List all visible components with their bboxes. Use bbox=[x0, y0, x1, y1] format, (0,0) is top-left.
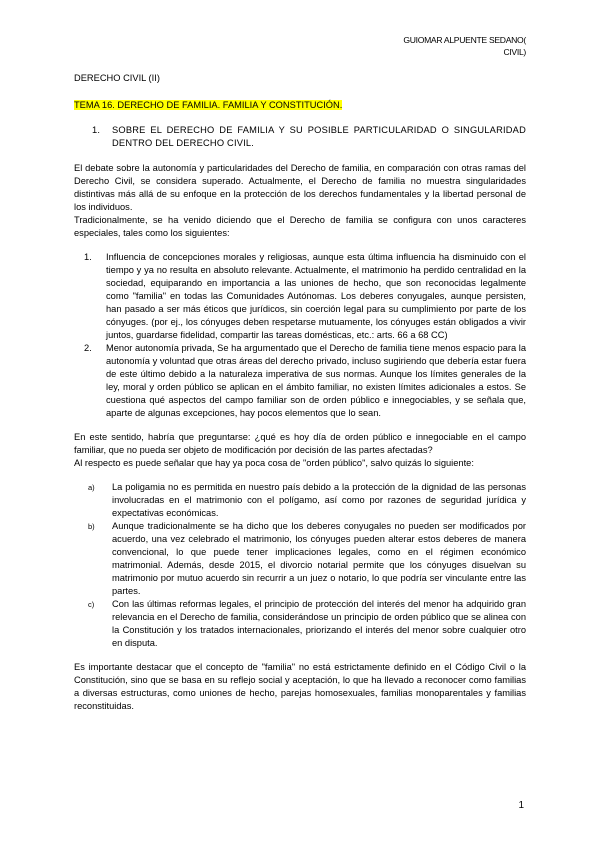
list-item-text: La poligamia no es permitida en nuestro país debido a la protección de la dignidad de las personas involucradas en el matrimonio con el polígamo, así como por razones de seguridad jurídica y expectativas económicas. bbox=[112, 482, 526, 518]
section-number: 1. bbox=[92, 125, 101, 135]
tema-heading bbox=[74, 99, 526, 112]
author-line-2: CIVIL) bbox=[503, 47, 526, 57]
intro-paragraph-1: El debate sobre la autonomía y particularidades del Derecho de familia, en comparación con otras ramas del Derecho Civil, se considera superado. Actualmente, el Derecho de familia no muestra singularidades distintivas más allá de su enfoque en la protección de los derechos fundamentales y la libertad personal de los individuos. bbox=[74, 163, 526, 212]
exceptions-list bbox=[74, 481, 526, 650]
list-item-text: Aunque tradicionalmente se ha dicho que los deberes conyugales no pueden ser modificados por acuerdo, una vez celebrado el matrimonio, los cónyuges pueden alterar estos deberes de manera convencional, lo que puede tener implicaciones legales, como en el régimen económico matrimonial. Además, desde 2015, el divorcio notarial permite que los cónyuges disuelvan su matrimonio por mutuo acuerdo sin recurrir a un juez o notario, lo que podría ser vinculante entre las partes. bbox=[112, 521, 526, 596]
author-line-1: GUIOMAR ALPUENTE SEDANO( bbox=[403, 35, 526, 45]
tema-heading-highlight: TEMA 16. DERECHO DE FAMILIA. FAMILIA Y CONSTITUCIÓN. bbox=[74, 100, 343, 110]
list-item-text: Influencia de concepciones morales y religiosas, aunque esta última influencia ha disminuido con el tiempo y ya no resulta en absoluto relevante. Actualmente, el matrimonio ha perdido centralidad en la sociedad, equiparando en importancia a las uniones de hecho, que son reconocidas legalmente como "familia" en todas las Comunidades Autónomas. Los deberes conyugales, aunque persisten, han pasado a ser más éticos que jurídicos, sin coerción legal para su cumplimiento por parte de los cónyuges. (por ej., los cónyuges deben respetarse mutuamente, los cónyuges están obligados a vivir juntos, guardarse fidelidad, compartir las tareas domésticas, etc.: arts. 66 a 68 CC) bbox=[106, 252, 526, 340]
question-answer-intro: Al respecto es puede señalar que hay ya poca cosa de "orden público", salvo quizás lo siguiente: bbox=[74, 458, 474, 468]
closing-paragraph: Es importante destacar que el concepto de "familia" no está estrictamente definido en el Código Civil o la Constitución, sino que se basa en su reflejo social y aceptación, lo que ha llevado a reconocer como familias a diversas estructuras, como uniones de hecho, parejas homosexuales, familias monoparentales y familias reconstituidas. bbox=[74, 662, 526, 711]
list-marker: a) bbox=[88, 483, 95, 492]
characteristics-list bbox=[74, 251, 526, 420]
subject-title: DERECHO CIVIL (II) bbox=[74, 73, 160, 83]
list-item bbox=[74, 251, 526, 342]
list-marker: 2. bbox=[84, 343, 92, 353]
list-item bbox=[74, 481, 526, 520]
intro-paragraph-2: Tradicionalmente, se ha venido diciendo que el Derecho de familia se configura con unos caracteres especiales, tales como los siguientes: bbox=[74, 215, 526, 238]
list-item-text: Con las últimas reformas legales, el principio de protección del interés del menor ha adquirido gran relevancia en el Derecho de familia, considerándose un principio de orden público que se alinea con la Constitución y los tratados internacionales, priorizando el interés del menor sobre cualquier otro en disputa. bbox=[112, 599, 526, 648]
question-paragraph: En este sentido, habría que preguntarse: ¿qué es hoy día de orden público e innegociable en el campo familiar, que no pueda ser objeto de modificación por decisión de las partes afectadas? bbox=[74, 432, 526, 455]
page-header bbox=[366, 34, 526, 58]
page-number: 1 bbox=[518, 800, 524, 811]
document-body bbox=[74, 72, 526, 713]
list-marker: c) bbox=[88, 600, 95, 609]
list-item bbox=[74, 520, 526, 598]
list-item bbox=[74, 342, 526, 420]
section-heading bbox=[74, 124, 526, 150]
list-marker: b) bbox=[88, 522, 95, 531]
list-marker: 1. bbox=[84, 252, 92, 262]
section-title-text: SOBRE EL DERECHO DE FAMILIA Y SU POSIBLE PARTICULARIDAD O SINGULARIDAD DENTRO DEL DERECHO CIVIL. bbox=[112, 125, 526, 148]
list-item bbox=[74, 598, 526, 650]
list-item-text: Menor autonomía privada, Se ha argumentado que el Derecho de familia tiene menos espacio para la autonomía y voluntad que otras áreas del derecho privado, incluso sugiriendo que debería estar fuera de este último debido a la naturaleza imperativa de sus normas. Aunque los límites generales de la ley, moral y orden público se aplican en el ámbito familiar, no existen límites adicionales a estos. Se cuestiona qué aspectos del campo familiar son de orden público e innegociables, y se señala que, aparte de algunas excepciones, hay pocos elementos que lo sean. bbox=[106, 343, 526, 418]
